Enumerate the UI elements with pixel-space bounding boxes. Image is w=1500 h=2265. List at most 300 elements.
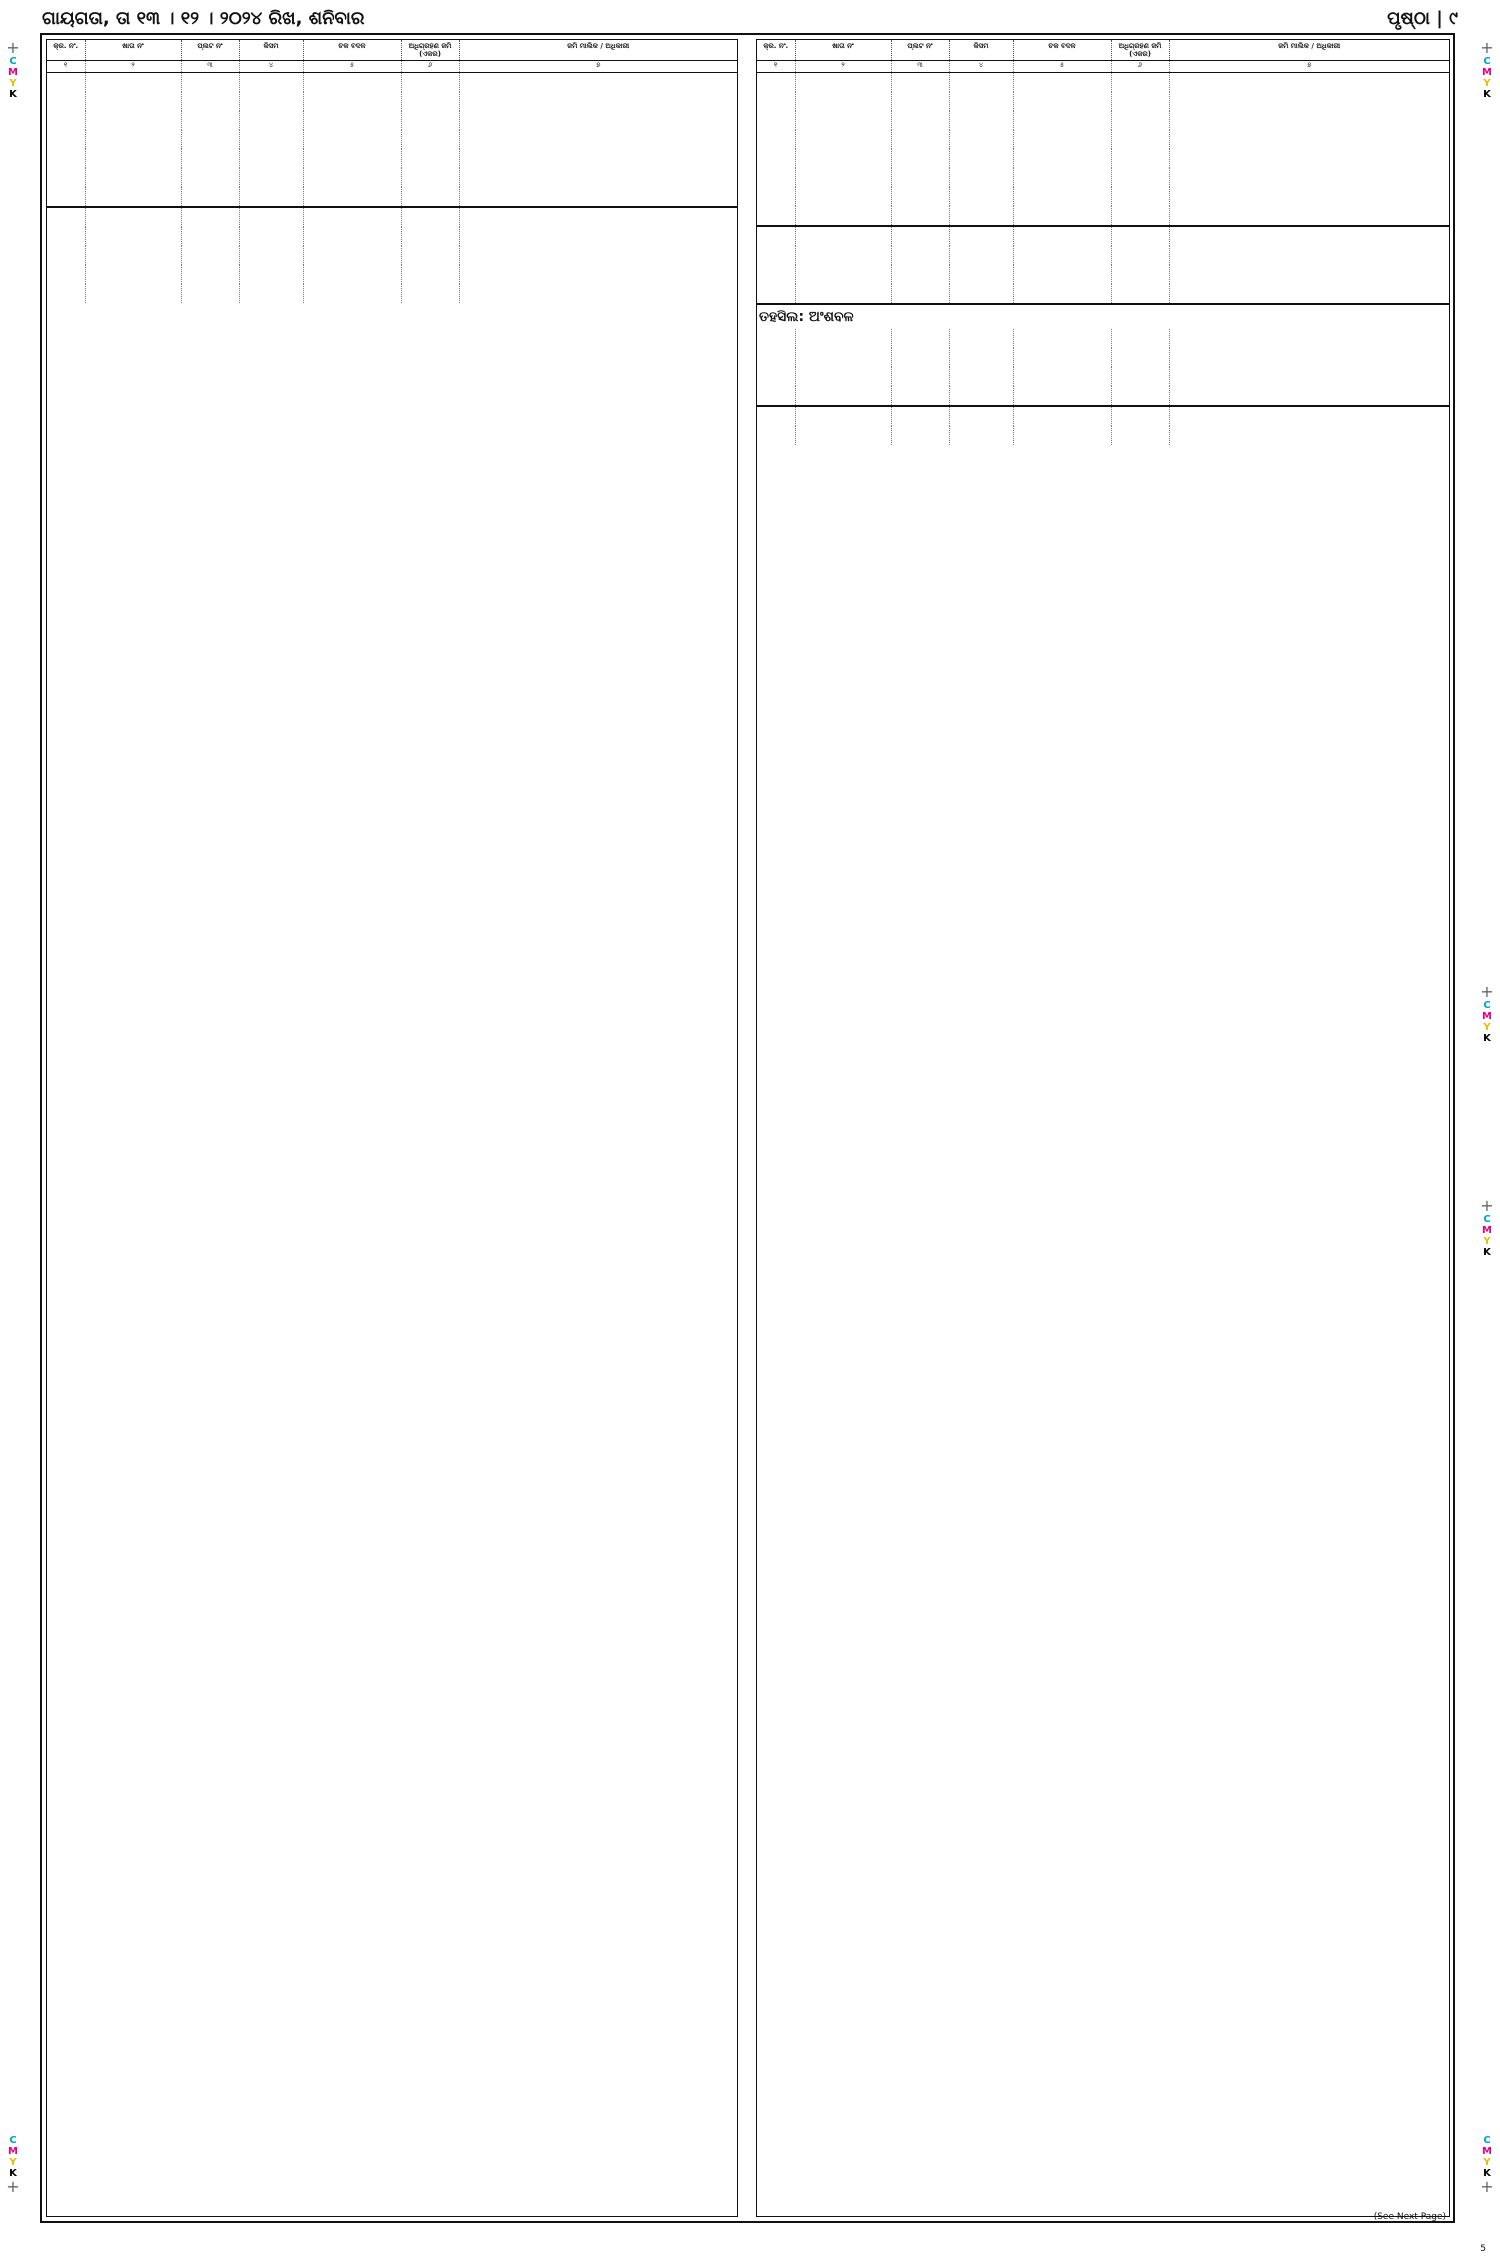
table-row (757, 284, 1449, 303)
table-cell (1013, 111, 1111, 130)
magenta-mark: M (8, 2146, 18, 2157)
table-cell (181, 284, 239, 303)
table-cell (459, 149, 737, 168)
table-cell (47, 168, 85, 187)
table-cell (757, 367, 795, 386)
column-number: ୨ (85, 61, 181, 73)
cyan-mark: C (1483, 1214, 1491, 1225)
table-cell (85, 111, 181, 130)
column-number: ୪ (949, 61, 1013, 73)
crosshair-icon: + (1480, 1196, 1494, 1215)
table-cell (47, 207, 85, 227)
table-cell (85, 207, 181, 227)
table-cell (891, 329, 949, 348)
black-mark: K (9, 89, 17, 100)
table-cell (459, 168, 737, 187)
table-cell (1169, 206, 1449, 226)
table-cell (401, 227, 459, 246)
table-row (757, 226, 1449, 246)
table-cell (181, 149, 239, 168)
table-cell (949, 168, 1013, 187)
yellow-mark: Y (9, 2157, 17, 2168)
table-cell (1013, 168, 1111, 187)
registration-mark (1476, 1198, 1498, 1258)
table-cell (303, 207, 401, 227)
table-row (757, 149, 1449, 168)
black-mark: K (1483, 2168, 1491, 2179)
table-cell (1013, 284, 1111, 303)
table-cell (181, 227, 239, 246)
table-cell (1111, 149, 1169, 168)
table-cell (1169, 187, 1449, 206)
table-cell (1013, 329, 1111, 348)
black-mark: K (1483, 1247, 1491, 1258)
crosshair-icon: + (1480, 982, 1494, 1001)
table-cell (891, 386, 949, 406)
right-register-table-2 (757, 329, 1449, 445)
right-register-panel (756, 39, 1450, 2217)
table-cell (85, 187, 181, 207)
table-cell (757, 73, 795, 93)
table-cell (47, 92, 85, 111)
table-cell (1169, 246, 1449, 265)
cyan-mark: C (1483, 56, 1491, 67)
table-cell (1169, 92, 1449, 111)
table-cell (949, 367, 1013, 386)
right-col-kisam: କିସମ (949, 40, 1013, 61)
table-cell (795, 367, 891, 386)
table-cell (1111, 226, 1169, 246)
table-row (757, 168, 1449, 187)
table-cell (239, 73, 303, 93)
table-cell (303, 284, 401, 303)
table-cell (1013, 348, 1111, 367)
table-cell (1169, 329, 1449, 348)
table-cell (949, 406, 1013, 426)
table-cell (757, 386, 795, 406)
table-cell (85, 149, 181, 168)
cyan-mark: C (1483, 2135, 1491, 2146)
table-row (47, 168, 737, 187)
table-cell (795, 406, 891, 426)
table-cell (401, 207, 459, 227)
table-cell (795, 226, 891, 246)
table-cell (795, 130, 891, 149)
table-cell (85, 168, 181, 187)
table-cell (949, 246, 1013, 265)
table-cell (949, 329, 1013, 348)
table-cell (303, 168, 401, 187)
table-row (47, 130, 737, 149)
yellow-mark: Y (1483, 1022, 1491, 1033)
column-number: ୫ (303, 61, 401, 73)
cyan-mark: C (9, 56, 17, 67)
table-cell (1111, 168, 1169, 187)
table-row (757, 386, 1449, 406)
column-number: ୨ (795, 61, 891, 73)
yellow-mark: Y (9, 78, 17, 89)
table-cell (795, 92, 891, 111)
table-cell (181, 111, 239, 130)
cyan-mark: C (1483, 1000, 1491, 1011)
table-cell (1169, 426, 1449, 445)
column-number: ୧ (757, 61, 795, 73)
table-cell (239, 130, 303, 149)
table-cell (757, 406, 795, 426)
table-cell (47, 73, 85, 93)
table-cell (85, 92, 181, 111)
table-row (757, 73, 1449, 93)
table-cell (239, 168, 303, 187)
left-register-panel (46, 39, 738, 2217)
table-cell (949, 426, 1013, 445)
table-cell (757, 265, 795, 284)
table-cell (1169, 348, 1449, 367)
left-header-row (47, 40, 737, 61)
table-cell (949, 111, 1013, 130)
table-cell (459, 111, 737, 130)
table-cell (949, 149, 1013, 168)
table-cell (891, 73, 949, 93)
right-header-row (757, 40, 1449, 61)
table-cell (949, 386, 1013, 406)
table-cell (757, 348, 795, 367)
left-col-khata: ଖାତା ନଂ (85, 40, 181, 61)
table-cell (303, 73, 401, 93)
table-cell (401, 92, 459, 111)
table-cell (85, 130, 181, 149)
table-cell (459, 92, 737, 111)
table-cell (795, 206, 891, 226)
crosshair-icon: + (6, 2177, 20, 2196)
table-row (47, 111, 737, 130)
table-cell (949, 284, 1013, 303)
crosshair-icon: + (1480, 38, 1494, 57)
table-cell (1013, 406, 1111, 426)
left-col-area: ଅଧିଗ୍ରହଣ ଜମି (ଏକର) (401, 40, 459, 61)
table-cell (1111, 329, 1169, 348)
table-row (757, 426, 1449, 445)
table-cell (459, 227, 737, 246)
table-cell (1111, 265, 1169, 284)
table-cell (239, 187, 303, 207)
table-cell (303, 111, 401, 130)
table-cell (891, 426, 949, 445)
crosshair-icon: + (1480, 2177, 1494, 2196)
table-cell (891, 168, 949, 187)
table-cell (891, 130, 949, 149)
table-cell (1013, 130, 1111, 149)
table-cell (85, 227, 181, 246)
left-col-chak: ଚକ ବଦଳ (303, 40, 401, 61)
table-row (47, 92, 737, 111)
table-cell (757, 426, 795, 445)
table-cell (1169, 386, 1449, 406)
right-col-plot: ପ୍ଲଟ ନଂ (891, 40, 949, 61)
table-cell (1111, 367, 1169, 386)
table-cell (1111, 386, 1169, 406)
table-cell (891, 92, 949, 111)
table-cell (239, 284, 303, 303)
table-cell (757, 149, 795, 168)
table-cell (757, 329, 795, 348)
table-cell (795, 386, 891, 406)
column-number: ୭ (459, 61, 737, 73)
table-cell (47, 149, 85, 168)
table-row (757, 246, 1449, 265)
black-mark: K (1483, 1033, 1491, 1044)
left-col-serial: କ୍ର. ନଂ. (47, 40, 85, 61)
tahasil-section-heading: ତହସିଲ: ଅଂଶବଳ (757, 303, 1449, 329)
table-row (757, 111, 1449, 130)
table-cell (757, 92, 795, 111)
black-mark: K (9, 2168, 17, 2179)
left-column-number-row (47, 61, 737, 73)
right-col-owner: ଜମି ମାଲିକ / ଅଧିକାରୀ (1169, 40, 1449, 61)
table-row (757, 206, 1449, 226)
column-number: ୩ (181, 61, 239, 73)
table-cell (459, 187, 737, 207)
magenta-mark: M (1482, 1225, 1492, 1236)
table-cell (1111, 130, 1169, 149)
table-cell (303, 130, 401, 149)
yellow-mark: Y (1483, 1236, 1491, 1247)
table-cell (1111, 348, 1169, 367)
table-cell (1111, 92, 1169, 111)
table-cell (181, 73, 239, 93)
table-cell (1013, 386, 1111, 406)
table-cell (401, 284, 459, 303)
table-cell (1169, 111, 1449, 130)
table-row (757, 329, 1449, 348)
right-col-chak: ଚକ ବଦଳ (1013, 40, 1111, 61)
table-cell (181, 187, 239, 207)
left-register-body (47, 73, 737, 304)
table-cell (1111, 246, 1169, 265)
table-cell (795, 73, 891, 93)
table-cell (891, 111, 949, 130)
right-register-table (757, 40, 1449, 303)
table-row (47, 265, 737, 284)
table-cell (1169, 226, 1449, 246)
left-col-owner: ଜମି ମାଲିକ / ଅଧିକାରୀ (459, 40, 737, 61)
table-row (757, 406, 1449, 426)
table-cell (949, 226, 1013, 246)
table-cell (891, 187, 949, 206)
table-cell (1013, 206, 1111, 226)
table-cell (795, 329, 891, 348)
right-col-khata: ଖାତା ନଂ (795, 40, 891, 61)
table-cell (1013, 73, 1111, 93)
table-cell (949, 265, 1013, 284)
table-cell (459, 73, 737, 93)
registration-mark (1476, 40, 1498, 100)
table-row (47, 187, 737, 207)
table-cell (795, 149, 891, 168)
table-cell (949, 92, 1013, 111)
table-cell (795, 426, 891, 445)
right-col-serial: କ୍ର. ନଂ. (757, 40, 795, 61)
table-cell (303, 265, 401, 284)
table-row (757, 348, 1449, 367)
table-cell (85, 246, 181, 265)
table-cell (303, 92, 401, 111)
table-cell (1013, 265, 1111, 284)
table-cell (303, 149, 401, 168)
table-cell (891, 265, 949, 284)
magenta-mark: M (1482, 67, 1492, 78)
table-cell (239, 265, 303, 284)
table-row (757, 92, 1449, 111)
table-cell (891, 367, 949, 386)
column-number: ୧ (47, 61, 85, 73)
table-cell (891, 406, 949, 426)
right-col-area: ଅଧିଗ୍ରହଣ ଜମି (ଏକର) (1111, 40, 1169, 61)
table-cell (401, 73, 459, 93)
table-cell (47, 111, 85, 130)
crosshair-icon: + (6, 38, 20, 57)
table-cell (949, 130, 1013, 149)
table-cell (239, 149, 303, 168)
column-number: ୫ (1013, 61, 1111, 73)
table-cell (757, 187, 795, 206)
column-number: ୪ (239, 61, 303, 73)
table-cell (401, 111, 459, 130)
left-col-kisam: କିସମ (239, 40, 303, 61)
column-number: ୭ (1169, 61, 1449, 73)
table-cell (949, 206, 1013, 226)
table-row (757, 187, 1449, 206)
table-row (47, 227, 737, 246)
table-row (47, 149, 737, 168)
table-cell (757, 246, 795, 265)
column-number: ୬ (1111, 61, 1169, 73)
left-register-table (47, 40, 737, 303)
magenta-mark: M (8, 67, 18, 78)
table-cell (239, 92, 303, 111)
magenta-mark: M (1482, 2146, 1492, 2157)
table-cell (85, 73, 181, 93)
table-cell (239, 207, 303, 227)
page-number: ପୃଷ୍ଠା | ୯ (1387, 8, 1458, 29)
table-cell (1169, 265, 1449, 284)
table-cell (891, 348, 949, 367)
table-cell (1013, 246, 1111, 265)
table-cell (1169, 130, 1449, 149)
table-cell (459, 246, 737, 265)
table-cell (47, 130, 85, 149)
table-cell (1169, 149, 1449, 168)
table-cell (239, 111, 303, 130)
table-cell (1169, 168, 1449, 187)
table-cell (757, 206, 795, 226)
registration-mark (1476, 2135, 1498, 2195)
table-cell (949, 73, 1013, 93)
table-cell (47, 246, 85, 265)
table-cell (891, 226, 949, 246)
table-cell (181, 130, 239, 149)
table-cell (795, 187, 891, 206)
table-row (47, 284, 737, 303)
table-cell (891, 284, 949, 303)
table-cell (795, 265, 891, 284)
table-cell (181, 207, 239, 227)
table-cell (757, 130, 795, 149)
table-cell (795, 246, 891, 265)
table-cell (1013, 367, 1111, 386)
table-row (757, 367, 1449, 386)
table-cell (181, 92, 239, 111)
table-cell (459, 207, 737, 227)
table-cell (47, 227, 85, 246)
table-cell (1013, 149, 1111, 168)
table-cell (891, 246, 949, 265)
table-cell (303, 227, 401, 246)
table-cell (181, 168, 239, 187)
cyan-mark: C (9, 2135, 17, 2146)
folio-number: 5 (1480, 2244, 1486, 2254)
table-cell (401, 187, 459, 207)
right-register-body-2 (757, 329, 1449, 445)
table-cell (401, 265, 459, 284)
table-cell (891, 149, 949, 168)
table-cell (795, 284, 891, 303)
table-cell (401, 130, 459, 149)
table-cell (1013, 187, 1111, 206)
yellow-mark: Y (1483, 78, 1491, 89)
table-cell (85, 265, 181, 284)
table-cell (1111, 187, 1169, 206)
table-cell (1013, 426, 1111, 445)
table-cell (303, 246, 401, 265)
table-cell (1169, 367, 1449, 386)
table-cell (459, 284, 737, 303)
see-next-page-note: (See Next Page) (1373, 2212, 1446, 2222)
table-cell (181, 265, 239, 284)
table-row (47, 246, 737, 265)
table-cell (757, 284, 795, 303)
column-number: ୩ (891, 61, 949, 73)
table-cell (757, 111, 795, 130)
table-cell (47, 187, 85, 207)
table-cell (47, 284, 85, 303)
table-cell (795, 168, 891, 187)
column-number: ୬ (401, 61, 459, 73)
table-cell (1111, 73, 1169, 93)
table-cell (795, 348, 891, 367)
registration-mark (1476, 984, 1498, 1044)
table-cell (1013, 226, 1111, 246)
table-cell (47, 265, 85, 284)
black-mark: K (1483, 89, 1491, 100)
table-cell (459, 130, 737, 149)
table-row (757, 265, 1449, 284)
table-cell (459, 265, 737, 284)
table-cell (1013, 92, 1111, 111)
left-col-plot: ପ୍ଲଟ ନଂ (181, 40, 239, 61)
right-column-number-row (757, 61, 1449, 73)
table-cell (85, 284, 181, 303)
table-cell (949, 348, 1013, 367)
table-cell (181, 246, 239, 265)
table-row (47, 73, 737, 93)
table-cell (401, 168, 459, 187)
table-cell (1169, 406, 1449, 426)
table-cell (401, 149, 459, 168)
yellow-mark: Y (1483, 2157, 1491, 2168)
registration-mark (2, 2135, 24, 2195)
right-register-body (757, 73, 1449, 304)
